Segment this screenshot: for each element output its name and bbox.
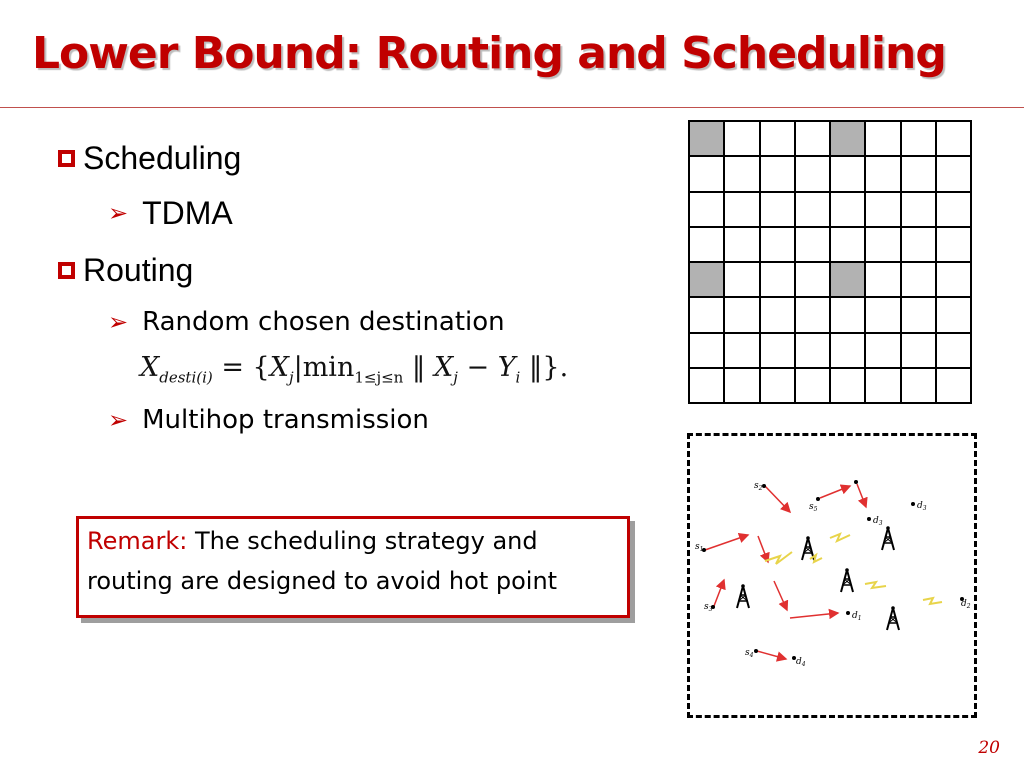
grid-cell — [936, 297, 971, 332]
grid-cell — [724, 192, 759, 227]
grid-cell — [724, 333, 759, 368]
grid-cell — [760, 368, 795, 403]
grid-cell — [689, 227, 724, 262]
grid-cell — [689, 192, 724, 227]
grid-cell — [901, 368, 936, 403]
node-label-s1: $s_1$ — [695, 542, 704, 553]
route-arrow — [757, 651, 786, 659]
grid-cell — [865, 156, 900, 191]
network-diagram — [687, 433, 977, 718]
tower-icon — [841, 568, 853, 592]
bullet-multihop — [108, 405, 429, 435]
grid-cell — [865, 121, 900, 156]
grid-cell — [901, 227, 936, 262]
route-arrow — [758, 536, 768, 562]
grid-cell — [901, 262, 936, 297]
grid-cell-highlighted — [689, 121, 724, 156]
remark-box — [76, 516, 630, 618]
grid-cell — [830, 156, 865, 191]
grid-cell — [724, 262, 759, 297]
destination-formula: $X_{desti(i)} = \{X_j|\min_{1\le j\le n}$ ‖ $X_j - Y_i$ ‖}. — [140, 352, 569, 387]
grid-cell — [936, 368, 971, 403]
grid-cell — [689, 333, 724, 368]
remark-label: Remark: — [87, 527, 188, 555]
grid-cell — [936, 227, 971, 262]
grid-cell — [795, 297, 830, 332]
route-arrow — [705, 535, 748, 550]
grid-cell — [865, 368, 900, 403]
arrow-bullet-icon: ➢ — [108, 308, 129, 336]
grid-cell — [760, 121, 795, 156]
grid-cell — [936, 333, 971, 368]
route-arrow — [765, 486, 790, 512]
grid-cell — [689, 368, 724, 403]
node-label-s3: $s_3$ — [704, 602, 713, 613]
grid-cell — [689, 297, 724, 332]
grid-cell — [901, 192, 936, 227]
bullet-text: Multihop transmission — [142, 405, 429, 435]
bullet-scheduling — [58, 140, 241, 177]
square-bullet-icon — [58, 262, 75, 279]
grid-cell — [901, 297, 936, 332]
bullet-tdma — [108, 195, 233, 232]
grid-cell — [936, 121, 971, 156]
lightning-icon — [810, 555, 822, 562]
grid-cell — [724, 156, 759, 191]
grid-cell — [865, 297, 900, 332]
bullet-text: Scheduling — [83, 140, 242, 176]
node-label-d1: $d_1$ — [852, 611, 862, 622]
grid-cell — [830, 333, 865, 368]
grid-cell — [830, 227, 865, 262]
grid-cell — [901, 121, 936, 156]
route-arrow — [857, 484, 866, 507]
node-label-d4: $d_4$ — [796, 657, 806, 668]
grid-cell — [760, 227, 795, 262]
title-divider — [0, 107, 1024, 108]
grid-cell — [795, 227, 830, 262]
grid-cell — [865, 333, 900, 368]
grid-cell — [901, 333, 936, 368]
grid-cell — [795, 262, 830, 297]
grid-cell — [724, 368, 759, 403]
grid-cell — [830, 192, 865, 227]
grid-cell — [724, 121, 759, 156]
page-number: 20 — [978, 738, 1000, 758]
grid-cell — [760, 333, 795, 368]
network-diagram-svg — [690, 436, 974, 715]
bullet-routing — [58, 252, 193, 289]
grid-cell-highlighted — [830, 121, 865, 156]
grid-cell — [795, 156, 830, 191]
node-label-d3b: $d_3$ — [917, 501, 927, 512]
arrow-bullet-icon: ➢ — [108, 406, 129, 434]
grid-cell — [936, 262, 971, 297]
arrow-bullet-icon: ➢ — [108, 200, 129, 227]
grid-cell — [760, 192, 795, 227]
node-label-s4: $s_4$ — [745, 648, 754, 659]
grid-cell — [936, 156, 971, 191]
slide-title: Lower Bound: Routing and Scheduling — [32, 28, 946, 79]
grid-cell — [689, 156, 724, 191]
bullet-random-destination — [108, 307, 505, 337]
bullet-text: Random chosen destination — [142, 307, 505, 337]
grid-cell — [795, 192, 830, 227]
node-label-s2: $s_2$ — [754, 481, 763, 492]
route-arrow — [714, 580, 724, 606]
grid-cell — [724, 227, 759, 262]
bullet-text: Routing — [83, 252, 194, 288]
grid-cell — [724, 297, 759, 332]
lightning-icon — [830, 534, 850, 541]
node-label-s5: $s_5$ — [809, 502, 818, 513]
grid-cell — [865, 192, 900, 227]
grid-cell — [830, 297, 865, 332]
grid-cell — [760, 156, 795, 191]
node-label-d3a: $d_3$ — [873, 516, 883, 527]
grid-cell — [795, 121, 830, 156]
grid-cell — [865, 262, 900, 297]
square-bullet-icon — [58, 150, 75, 167]
grid-cell — [901, 156, 936, 191]
route-arrow — [774, 581, 787, 610]
lightning-icon — [865, 582, 886, 588]
grid-cell — [936, 192, 971, 227]
grid-cell — [795, 333, 830, 368]
route-arrow — [820, 486, 850, 498]
route-arrow — [790, 613, 838, 618]
node-label-d2: $d_2$ — [961, 599, 971, 610]
grid-cell — [865, 227, 900, 262]
tower-icon — [887, 606, 899, 630]
tower-icon — [882, 526, 894, 550]
grid-cell-highlighted — [689, 262, 724, 297]
bullet-text: TDMA — [142, 195, 233, 231]
grid-cell — [760, 262, 795, 297]
grid-cell — [760, 297, 795, 332]
grid-cell-highlighted — [830, 262, 865, 297]
lightning-icon — [765, 552, 792, 564]
lightning-icon — [923, 598, 942, 604]
grid-cell — [795, 368, 830, 403]
grid-cell — [830, 368, 865, 403]
remark-text: The scheduling strategy and routing are designed to avoid hot point — [87, 527, 558, 595]
tower-icon — [737, 584, 749, 608]
tdma-grid — [688, 120, 972, 404]
